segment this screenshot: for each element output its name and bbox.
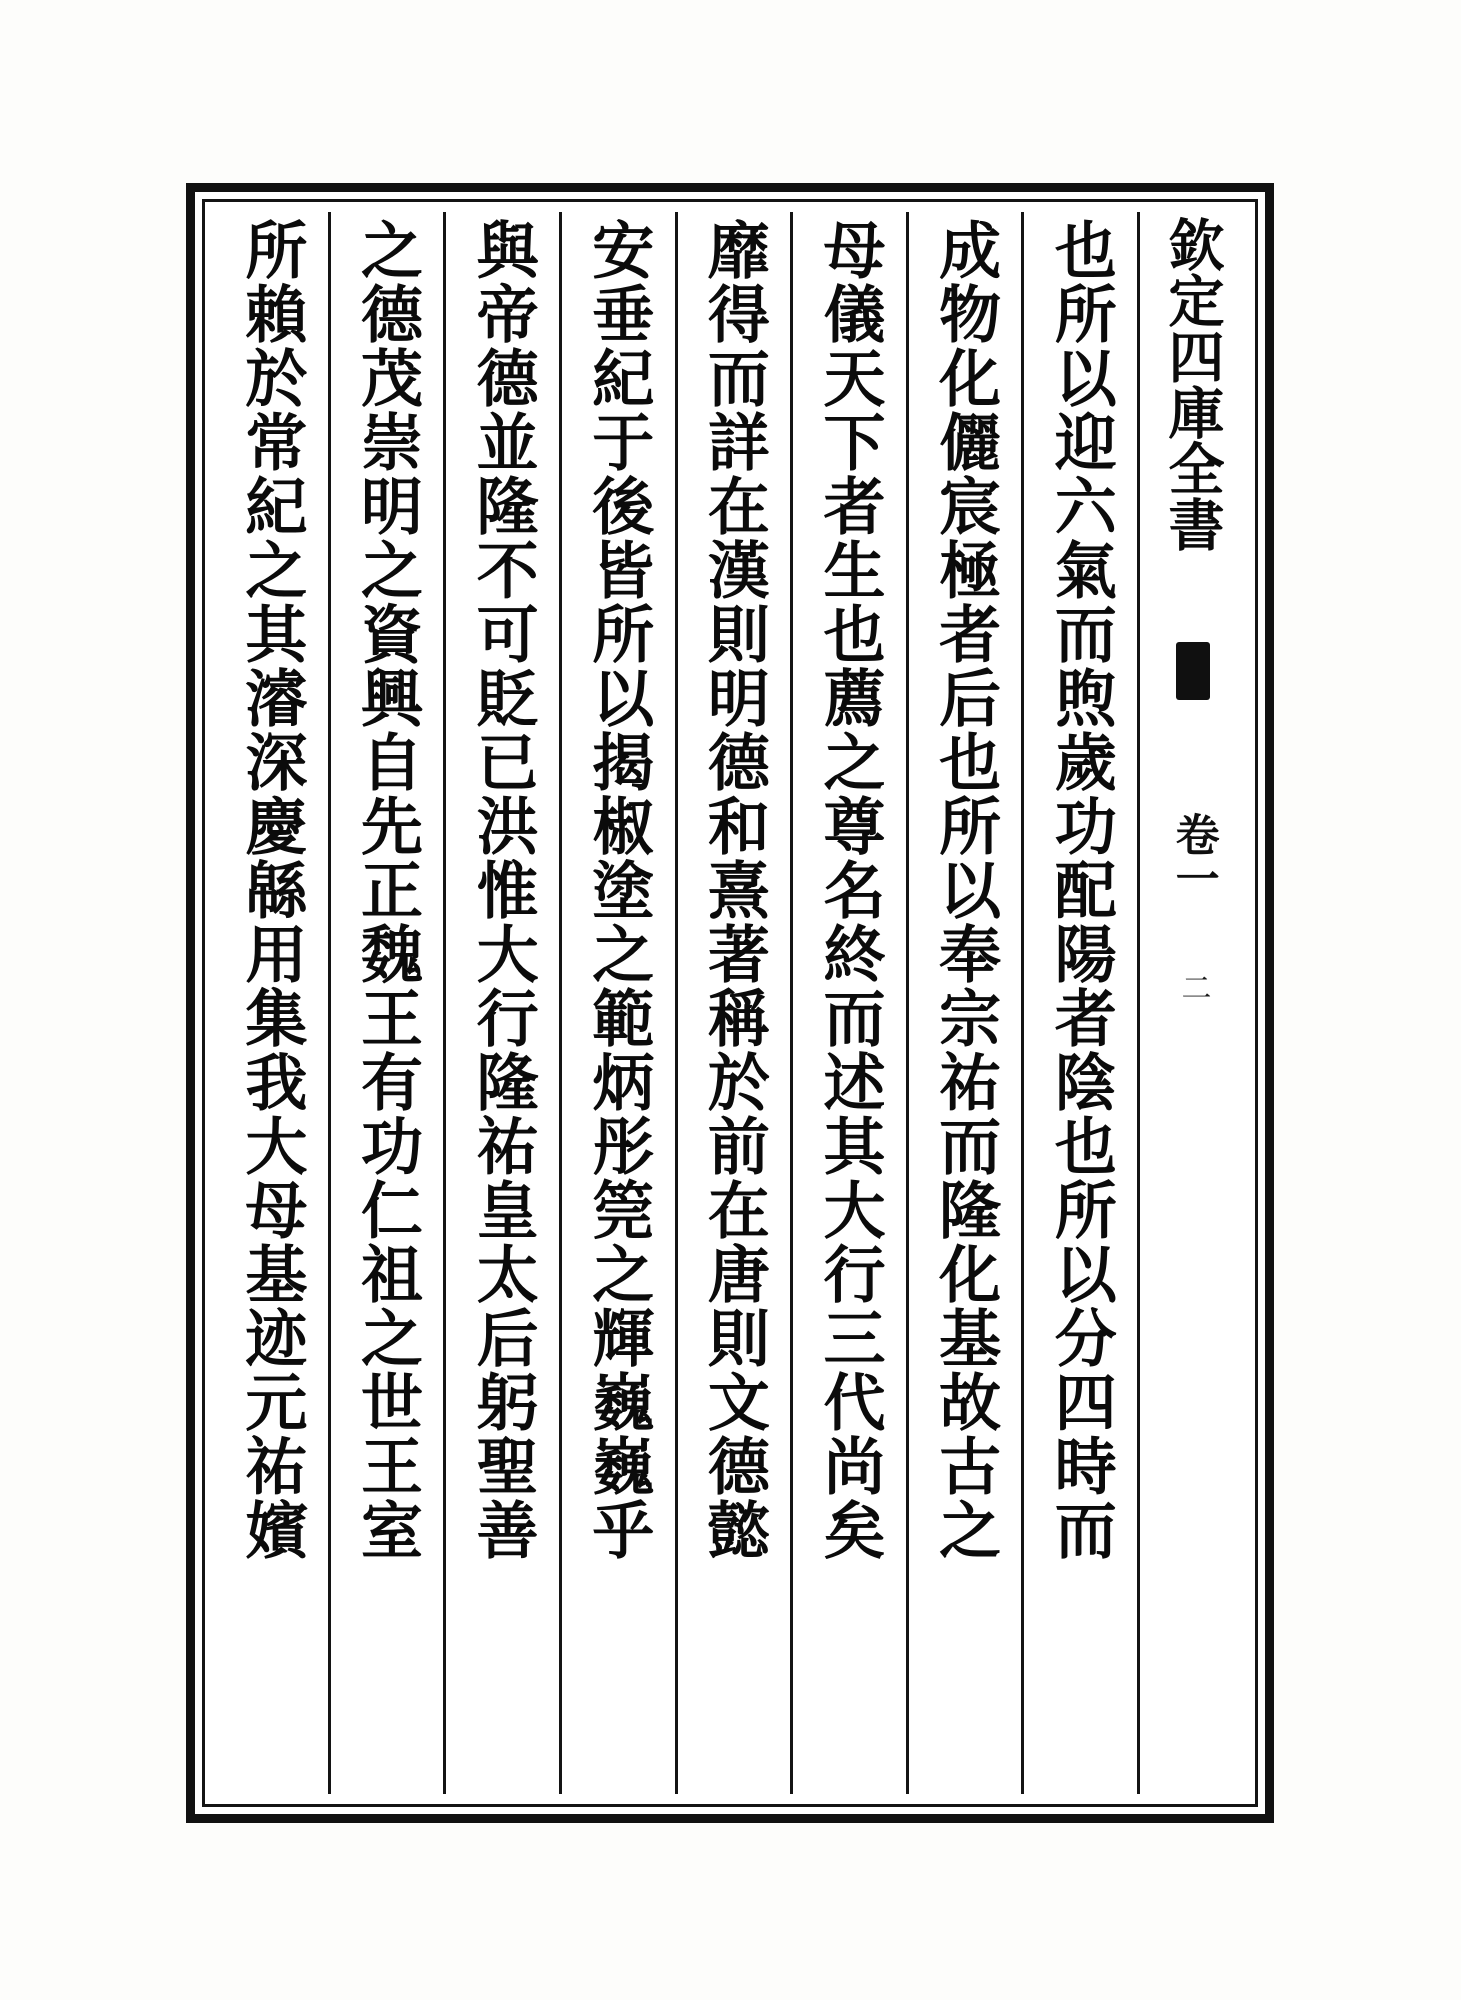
fishtail-mark-icon	[1176, 642, 1210, 700]
book-title: 欽定四庫全書	[1159, 216, 1226, 552]
column-text: 與帝德並隆不可貶已洪惟大行隆祐皇太后躬聖善	[466, 218, 540, 1562]
text-column-2	[906, 212, 1022, 1794]
column-text: 也所以迎六氣而煦歲功配陽者陰也所以分四時而	[1044, 218, 1118, 1562]
column-text: 母儀天下者生也薦之尊名終而述其大行三代尚矣	[813, 218, 887, 1562]
text-block	[215, 212, 1245, 1794]
column-text: 安垂紀于後皆所以揭椒塗之範炳彤筦之輝巍巍乎	[581, 218, 655, 1562]
text-column-3	[790, 212, 906, 1794]
text-column-1	[1021, 212, 1137, 1794]
text-column-4	[675, 212, 791, 1794]
column-text: 之德茂崇明之資興自先正魏王有功仁祖之世王室	[350, 218, 424, 1562]
text-column-5	[559, 212, 675, 1794]
banxin-header-column	[1137, 212, 1245, 1794]
juan-label: 卷一	[1167, 812, 1219, 900]
text-column-7	[328, 212, 444, 1794]
text-column-8	[215, 212, 328, 1794]
text-column-6	[443, 212, 559, 1794]
column-text: 所賴於常紀之其濬深慶緜用集我大母基迹元祐嬪	[234, 218, 308, 1562]
page-number: 二	[1175, 972, 1211, 1002]
column-text: 靡得而詳在漢則明德和熹著稱於前在唐則文德懿	[697, 218, 771, 1562]
page-frame	[186, 183, 1274, 1823]
column-text: 成物化儷宸極者后也所以奉宗祐而隆化基故古之	[928, 218, 1002, 1562]
